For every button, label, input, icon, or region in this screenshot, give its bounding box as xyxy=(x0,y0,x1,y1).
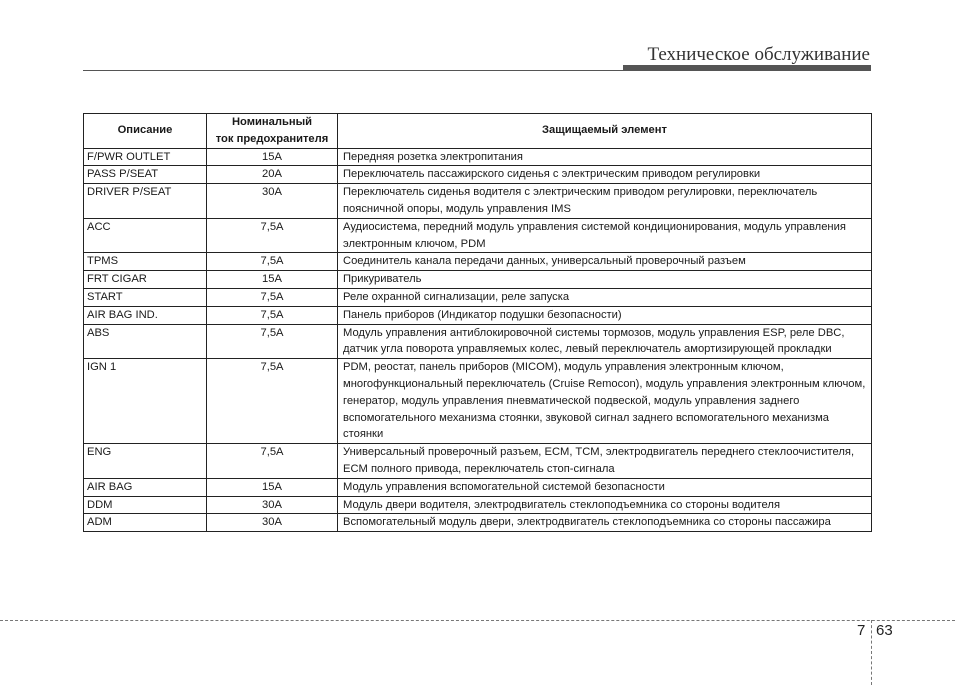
footer-dashed-line xyxy=(0,620,955,621)
fuse-element-cell: Передняя розетка электропитания xyxy=(338,148,872,166)
table-row xyxy=(84,306,872,324)
table-row xyxy=(84,514,872,532)
fuse-rating-cell: 20A xyxy=(207,166,338,184)
fuse-name-cell: PASS P/SEAT xyxy=(84,166,207,184)
fuse-name-cell: TPMS xyxy=(84,253,207,271)
footer-vertical-dashed-line xyxy=(871,620,872,685)
fuse-name-cell: F/PWR OUTLET xyxy=(84,148,207,166)
fuse-element-cell: Прикуриватель xyxy=(338,271,872,289)
fuse-element-cell: Модуль управления вспомогательной системой безопасности xyxy=(338,478,872,496)
fuse-rating-cell: 15A xyxy=(207,271,338,289)
table-row xyxy=(84,271,872,289)
fuse-element-cell: Реле охранной сигнализации, реле запуска xyxy=(338,288,872,306)
fuse-name-cell: DRIVER P/SEAT xyxy=(84,184,207,219)
fuse-rating-cell: 7,5A xyxy=(207,444,338,479)
table-row xyxy=(84,184,872,219)
fuse-element-cell: PDM, реостат, панель приборов (MICOM), модуль управления электронным ключом, многофункциональный переключатель (Cruise Remocon), модуль управления электронным ключом, генератор, модуль управления пневматической подвеской, модуль управления заднего вспомогательного механизма стоянки, звуковой сигнал заднего вспомогательного механизма стоянки xyxy=(338,359,872,444)
fuse-table xyxy=(83,113,872,532)
col-header-rating-line1: Номинальный xyxy=(231,116,313,128)
table-row xyxy=(84,166,872,184)
page-header-title: Техническое обслуживание xyxy=(647,44,870,65)
table-row xyxy=(84,148,872,166)
fuse-rating-cell: 15A xyxy=(207,148,338,166)
fuse-name-cell: START xyxy=(84,288,207,306)
fuse-element-cell: Модуль двери водителя, электродвигатель стеклоподъемника со стороны водителя xyxy=(338,496,872,514)
fuse-rating-cell: 30A xyxy=(207,184,338,219)
table-row xyxy=(84,359,872,444)
fuse-rating-cell: 30A xyxy=(207,514,338,532)
col-header-rating xyxy=(207,114,338,149)
fuse-name-cell: ADM xyxy=(84,514,207,532)
fuse-rating-cell: 7,5A xyxy=(207,218,338,253)
fuse-name-cell: FRT CIGAR xyxy=(84,271,207,289)
fuse-element-cell: Панель приборов (Индикатор подушки безопасности) xyxy=(338,306,872,324)
fuse-rating-cell: 7,5A xyxy=(207,306,338,324)
fuse-name-cell: AIR BAG IND. xyxy=(84,306,207,324)
table-row xyxy=(84,253,872,271)
fuse-name-cell: IGN 1 xyxy=(84,359,207,444)
fuse-name-cell: ABS xyxy=(84,324,207,359)
table-row xyxy=(84,288,872,306)
col-header-rating-line2: ток предохранителя xyxy=(215,132,329,145)
fuse-name-cell: ENG xyxy=(84,444,207,479)
header-rule xyxy=(83,70,623,71)
header-bar xyxy=(623,65,871,71)
table-row xyxy=(84,478,872,496)
fuse-rating-cell: 7,5A xyxy=(207,359,338,444)
fuse-rating-cell: 7,5A xyxy=(207,324,338,359)
table-row xyxy=(84,444,872,479)
fuse-element-cell: Переключатель пассажирского сиденья с электрическим приводом регулировки xyxy=(338,166,872,184)
fuse-element-cell: Модуль управления антиблокировочной системы тормозов, модуль управления ESP, реле DBC, датчик угла поворота управляемых колес, левый переключатель амортизирующей прокладки xyxy=(338,324,872,359)
fuse-rating-cell: 7,5A xyxy=(207,288,338,306)
col-header-description: Описание xyxy=(84,114,207,149)
fuse-rating-cell: 15A xyxy=(207,478,338,496)
fuse-name-cell: ACC xyxy=(84,218,207,253)
fuse-name-cell: DDM xyxy=(84,496,207,514)
fuse-rating-cell: 7,5A xyxy=(207,253,338,271)
fuse-element-cell: Универсальный проверочный разъем, ECM, TCM, электродвигатель переднего стеклоочистителя, ECM полного привода, переключатель стоп-сигнала xyxy=(338,444,872,479)
fuse-element-cell: Аудиосистема, передний модуль управления системой кондиционирования, модуль управления электронным ключом, PDM xyxy=(338,218,872,253)
table-header-row xyxy=(84,114,872,149)
page-number: 63 xyxy=(876,622,893,639)
fuse-element-cell: Соединитель канала передачи данных, универсальный проверочный разъем xyxy=(338,253,872,271)
fuse-rating-cell: 30A xyxy=(207,496,338,514)
fuse-name-cell: AIR BAG xyxy=(84,478,207,496)
table-row xyxy=(84,496,872,514)
col-header-element: Защищаемый элемент xyxy=(338,114,872,149)
fuse-element-cell: Переключатель сиденья водителя с электрическим приводом регулировки, переключатель поясничной опоры, модуль управления IMS xyxy=(338,184,872,219)
fuse-element-cell: Вспомогательный модуль двери, электродвигатель стеклоподъемника со стороны пассажира xyxy=(338,514,872,532)
table-row xyxy=(84,324,872,359)
table-row xyxy=(84,218,872,253)
page-chapter-number: 7 xyxy=(857,622,866,639)
